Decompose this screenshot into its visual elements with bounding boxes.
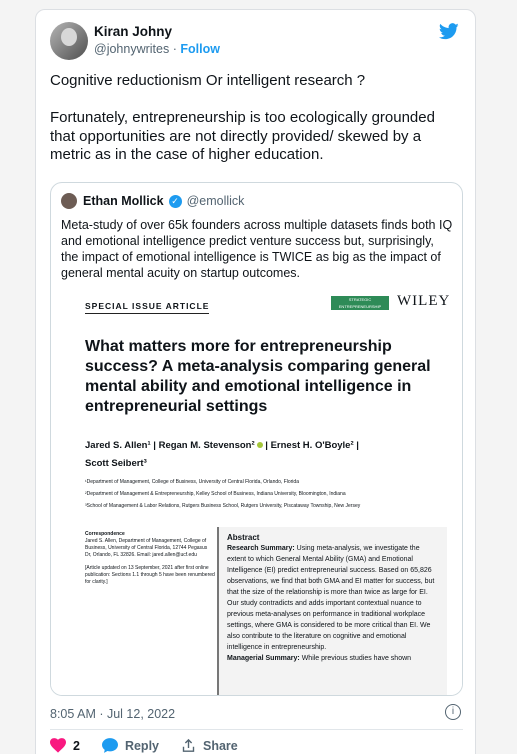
paper-section-label: SPECIAL ISSUE ARTICLE [85,301,209,314]
follow-button[interactable]: Follow [180,42,220,56]
heart-icon [50,738,66,753]
affiliation-1: ¹Department of Management, College of Business, University of Central Florida, Orlando, Florida [85,479,299,485]
abstract-text [227,543,439,653]
abstract-box [217,527,447,696]
like-count: 2 [73,738,80,753]
separator: · [172,42,177,56]
divider [50,729,463,730]
paper-authors-line1b: | Ernest H. O'Boyle² | [262,440,359,451]
tweet-timestamp[interactable]: 8:05 AM · Jul 12, 2022 [50,707,176,721]
quoted-author [61,193,244,209]
quoted-text: Meta-study of over 65k founders across multiple datasets finds both IQ and emotional intelligence predict venture success but, surprisingly, the impact of emotional intelligence is TWICE as big as the impact of general mental acuity on startup outcomes. [61,218,453,280]
author-avatar[interactable] [50,22,88,60]
author-meta [94,42,220,56]
share-button[interactable] [181,738,238,753]
correspondence [85,531,215,586]
author-name[interactable]: Kiran Johny [94,24,173,39]
correspondence-heading: Correspondence [85,531,125,537]
quoted-avatar [61,193,77,209]
paper-authors-line2: Scott Seibert³ [85,458,147,469]
abstract-summary-label: Research Summary: [227,545,295,552]
tweet-card [35,9,476,754]
action-bar [50,738,260,753]
quoted-author-name: Ethan Mollick [83,194,164,208]
quoted-author-handle: @emollick [186,194,245,208]
abstract-summary: Using meta-analysis, we investigate the extent to which General Mental Ability (GMA) and Emotional Intelligence (EI) predict entrepreneurial success. Based on 65,826 observations, we find that both GMA and EI matter for success, but that the size of the relationship is more than twice as large for EI. Our study contradicts and adds important contextual nuance to previous meta-analyses on performance in traditional workplace settings, where GMA is considered to be more critical than EI. We also contribute to the literature on cognitive and emotional intelligence in entrepreneurship. [227,545,435,651]
managerial-text: While previous studies have shown [299,655,412,662]
twitter-bird-icon[interactable] [439,23,459,40]
correspondence-body: Jared S. Allen, Department of Management, College of Business, University of Central Florida, 12744 Pegasus Dr, Orlando, FL 32826. Email: jared.allen@ucf.edu [85,538,208,558]
share-label: Share [203,738,238,753]
paper-authors [85,437,455,473]
reply-button[interactable] [102,738,159,753]
abstract-heading: Abstract [227,533,260,542]
tweet-text: Cognitive reductionism Or intelligent research ? Fortunately, entrepreneurship is too ecologically grounded that opportunities are not directly provided/ skewed by a metric as in the case of higher education. [50,72,435,163]
managerial-label: Managerial Summary: [227,655,300,662]
journal-logo: STRATEGIC ENTREPRENEURSHIP JOURNAL [331,296,389,310]
share-icon [181,738,196,753]
quoted-tweet[interactable] [50,182,463,696]
publisher-logo: WILEY [397,293,451,309]
like-button[interactable] [50,738,80,753]
paper-title: What matters more for entrepreneurship success? A meta-analysis comparing general mental ability and emotional intelligence in entrepreneurial settings [85,338,431,415]
managerial-summary [227,653,439,664]
affiliation-3: ³School of Management & Labor Relations, Rutgers Business School, Rutgers University, Piscataway Township, New Jersey [85,503,361,509]
reply-bubble-icon [102,738,118,753]
affiliation-2: ²Department of Management & Entrepreneurship, Kelley School of Business, Indiana University, Bloomington, Indiana [85,491,346,497]
correspondence-note: [Article updated on 13 September, 2021 after first online publication: Sections 1.1 through 5 have been renumbered for clarity.] [85,565,215,585]
reply-label: Reply [124,738,159,753]
verified-badge-icon: ✓ [169,195,182,208]
paper-preview-image[interactable] [51,281,463,696]
paper-authors-line1: Jared S. Allen¹ | Regan M. Stevenson² [85,440,255,451]
info-icon[interactable]: i [445,704,461,720]
author-block [94,24,220,56]
author-handle[interactable]: @johnywrites [94,42,170,56]
